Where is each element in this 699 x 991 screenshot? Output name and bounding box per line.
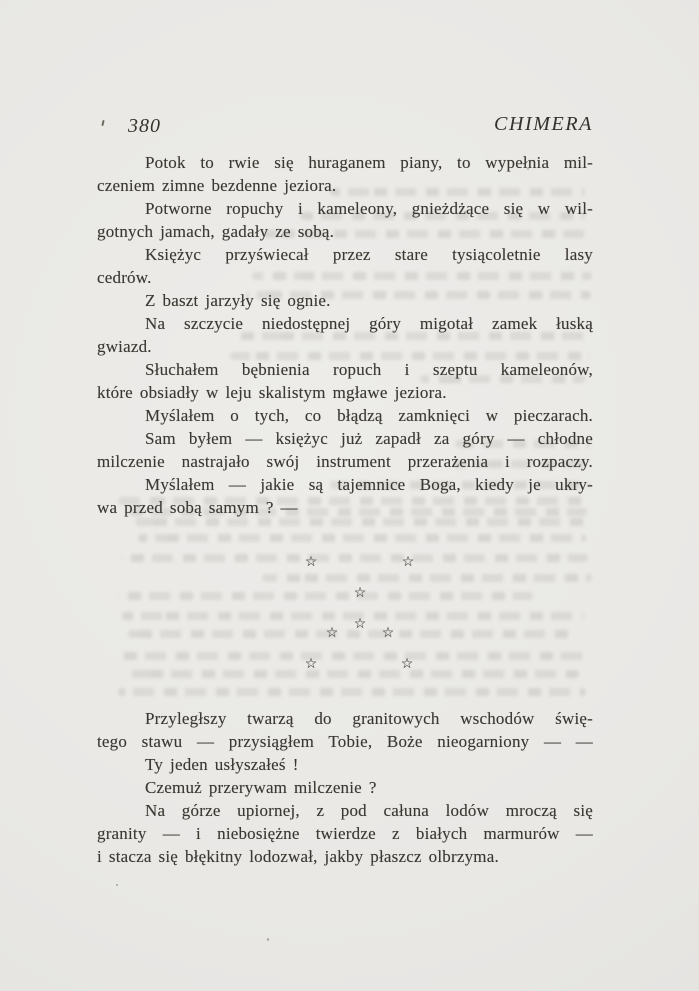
text-line: tego stawu — przysiągłem Tobie, Boże nieogarniony — — <box>97 732 593 751</box>
text-line: Na szczycie niedostępnej góry migotał zamek łuską <box>145 314 593 333</box>
text-line: Potok to rwie się huraganem piany, to wypełnia mil- <box>145 153 593 172</box>
page-header <box>97 110 593 140</box>
star-icon: ☆ <box>325 626 339 641</box>
star-icon: ☆ <box>401 555 415 570</box>
text-line: Ty jeden usłyszałeś ! <box>145 755 299 774</box>
text-line: Myślałem — jakie są tajemnice Boga, kiedy je ukry- <box>145 475 593 494</box>
star-icon: ☆ <box>304 657 318 672</box>
text-line: Księżyc przyświecał przez stare tysiącoletnie lasy <box>145 245 593 264</box>
text-line: Czemuż przerywam milczenie ? <box>145 778 377 797</box>
text-line: Sam byłem — księżyc już zapadł za góry — chłodne <box>145 429 593 448</box>
text-line: cedrów. <box>97 268 152 287</box>
text-line: Przyległszy twarzą do granitowych wschodów świę- <box>145 709 593 728</box>
star-icon: ☆ <box>381 626 395 641</box>
dust-speck <box>266 938 269 942</box>
dust-speck <box>527 168 529 170</box>
text-line: które obsiadły w leju skalistym mgławe jeziora. <box>97 383 447 402</box>
text-line: czeniem zimne bezdenne jeziora. <box>97 176 337 195</box>
ghost-text-line <box>138 534 586 542</box>
text-line: Na górze upiornej, z pod całuna lodów mroczą się <box>145 801 593 820</box>
text-line: Słuchałem bębnienia ropuch i szeptu kameleonów, <box>145 360 593 379</box>
ghost-text-line <box>118 688 586 696</box>
ghost-text-line <box>118 652 586 660</box>
text-line: Z baszt jarzyły się ognie. <box>145 291 331 310</box>
text-line: Potworne ropuchy i kameleony, gnieżdżące się w wil- <box>145 199 593 218</box>
text-line: milczenie nastrajało swój instrument przerażenia i rozpaczy. <box>97 452 593 471</box>
text-block-upper <box>97 151 593 519</box>
ghost-text-line <box>124 670 579 678</box>
text-line: i stacza się błękitny lodozwał, jakby płaszcz olbrzyma. <box>97 847 499 866</box>
journal-title: CHIMERA <box>494 113 593 135</box>
star-icon: ☆ <box>353 586 367 601</box>
ghost-text-line <box>118 592 533 600</box>
ghost-text-line <box>122 554 588 562</box>
text-line: granity — i niebosiężne twierdze z białych marmurów — <box>97 824 593 843</box>
text-block-lower <box>97 707 593 868</box>
ghost-text-line <box>132 518 587 526</box>
text-line: gwiazd. <box>97 337 152 356</box>
page-number: 380 <box>128 115 161 137</box>
star-icon: ☆ <box>400 657 414 672</box>
text-line: gotnych jamach, gadały ze sobą. <box>97 222 335 241</box>
dust-speck <box>116 884 118 886</box>
star-icon: ☆ <box>304 555 318 570</box>
text-line: wa przed sobą samym ? — <box>97 498 298 517</box>
text-line: Myślałem o tych, co błądzą zamknięci w pieczarach. <box>145 406 593 425</box>
star-icon: ☆ <box>353 617 367 632</box>
ghost-text-line <box>262 574 592 582</box>
